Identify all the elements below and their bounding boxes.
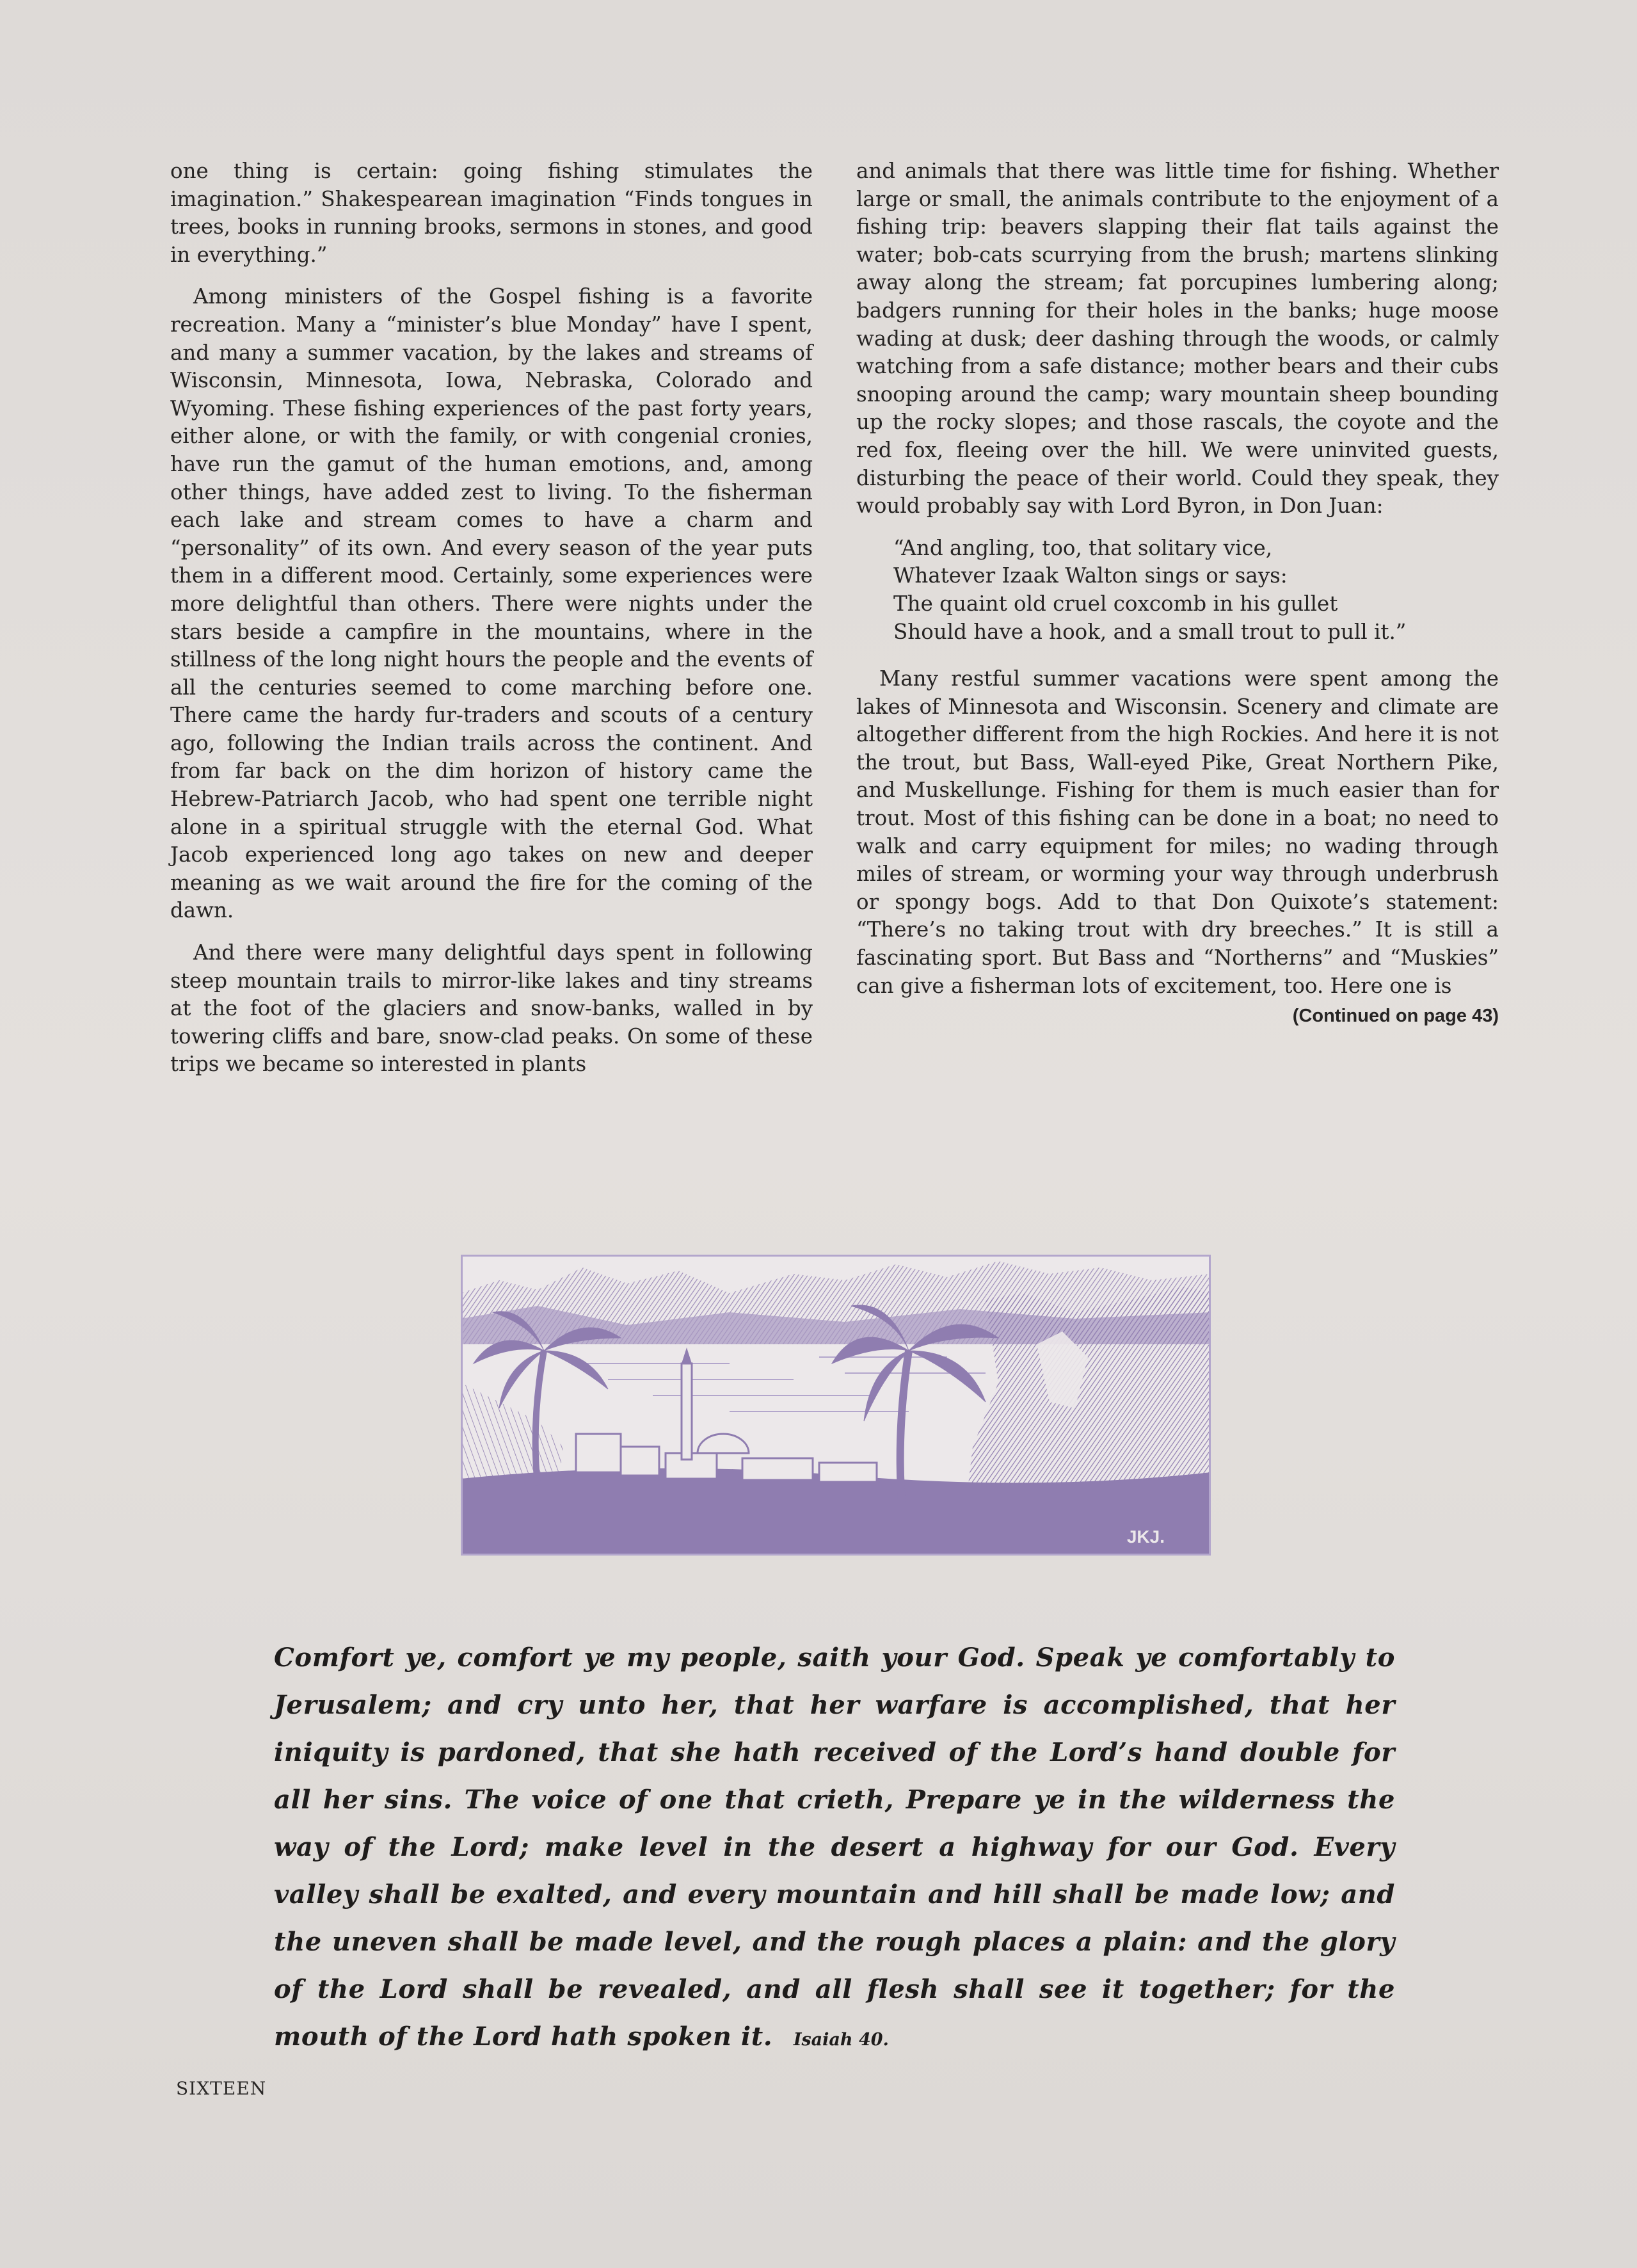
scripture-text: Comfort ye, comfort ye my people, saith your God. Speak ye comfortably to Jerusalem; and cry unto her, that her warfare is accomplished, that her iniquity is pardoned, that she hath received of the Lord’s hand double for all her sins. The voice of one that crieth, Prepare ye in the wilderness the way of the Lord; make level in the desert a highway for our God. Every valley shall be exalted, and every mountain and hill shall be made low; and the uneven shall be made level, and the rough places a plain: and the glory of the Lord shall be revealed, and all flesh shall see it together; for the mouth of the Lord hath spoken it.: [274, 1643, 1395, 2052]
verse-line: Whatever Izaak Walton sings or says:: [893, 563, 1288, 588]
minaret: [682, 1363, 692, 1460]
article-paragraph: and animals that there was little time for fishing. Whether large or small, the animals contribute to the enjoyment of a fishing trip: beavers slapping their flat tails against the water; bob-cats scurrying from the brush; martens slinking away along the stream; fat porcupines lumbering along; badgers running for their holes in the banks; huge moose wading at dusk; deer dashing through the woods, or calmly watching from a safe distance; mother bears and their cubs snooping around the camp; wary mountain sheep bounding up the rocky slopes; and those rascals, the coyote and the red fox, fleeing over the hill. We were uninvited guests, disturbing the peace of their world. Could they speak, they would probably say with Lord Byron, in Don Juan:: [856, 159, 1499, 519]
article-paragraph: Among ministers of the Gospel fishing is a favorite recreation. Many a “minister’s blue Monday” have I spent, and many a summer vacation, by the lakes and streams of Wisconsin, Minnesota, Iowa, Nebraska, Colorado and Wyoming. These fishing experiences of the past forty years, either alone, or with the family, or with congenial cronies, have run the gamut of the human emotions, and, among other things, have added zest to living. To the fisherman each lake and stream comes to have a charm and “personality” of its own. And every season of the year puts them in a different mood. Certainly, some experiences were more delightful than others. There were nights under the stars beside a campfire in the mountains, where in the stillness of the long night hours the people and the events of all the centuries seemed to come marching before one. There came the hardy fur-traders and scouts of a century ago, following the Indian trails across the continent. And from far back on the dim horizon of history came the Hebrew-Patriarch Jacob, who had spent one terrible night alone in a spiritual struggle with the eternal God. What Jacob experienced long ago takes on new and deeper meaning as we wait around the fire for the coming of the dawn.: [170, 284, 813, 923]
verse-line: Should have a hook, and a small trout to pull it.”: [893, 619, 1407, 644]
article-paragraph: And there were many delightful days spent in following steep mountain trails to mirror-like lakes and tiny streams at the foot of the glaciers and snow-banks, walled in by towering cliffs and bare, snow-clad peaks. On some of these trips we became so interested in plants: [170, 940, 813, 1077]
article-paragraph: one thing is certain: going fishing stimulates the imagination.” Shakespearean imagination “Finds tongues in trees, books in running brooks, sermons in stones, and good in everything.”: [170, 159, 813, 267]
scripture-reference: Isaiah 40.: [793, 2030, 889, 2050]
isaiah-scripture-passage: [274, 1634, 1395, 2064]
lake-village-illustration: [461, 1255, 1211, 1556]
continued-notice: (Continued on page 43): [1292, 1006, 1499, 1027]
byron-quotation: [856, 535, 1499, 646]
page-number: SIXTEEN: [176, 2078, 267, 2099]
artist-signature: JKJ.: [1126, 1527, 1165, 1547]
article-column-right: [856, 157, 1499, 1031]
illustration-drawing: [461, 1255, 1211, 1556]
article-paragraph: Many restful summer vacations were spent among the lakes of Minnesota and Wisconsin. Scenery and climate are altogether different from the high Rockies. And here it is not the trout, but Bass, Wall-eyed Pike, Great Northern Pike, and Muskellunge. Fishing for them is much easier than for trout. Most of this fishing can be done in a boat; no need to walk and carry equipment for miles; no wading through miles of stream, or worming your way through underbrush or spongy bogs. Add to that Don Quixote’s statement: “There’s no taking trout with dry breeches.” It is still a fascinating sport. But Bass and “Northerns” and “Muskies” can give a fisherman lots of excitement, too. Here one is: [856, 666, 1499, 998]
article-column-left: [170, 157, 813, 1093]
verse-line: The quaint old cruel coxcomb in his gullet: [893, 591, 1338, 616]
verse-line: “And angling, too, that solitary vice,: [893, 535, 1273, 560]
